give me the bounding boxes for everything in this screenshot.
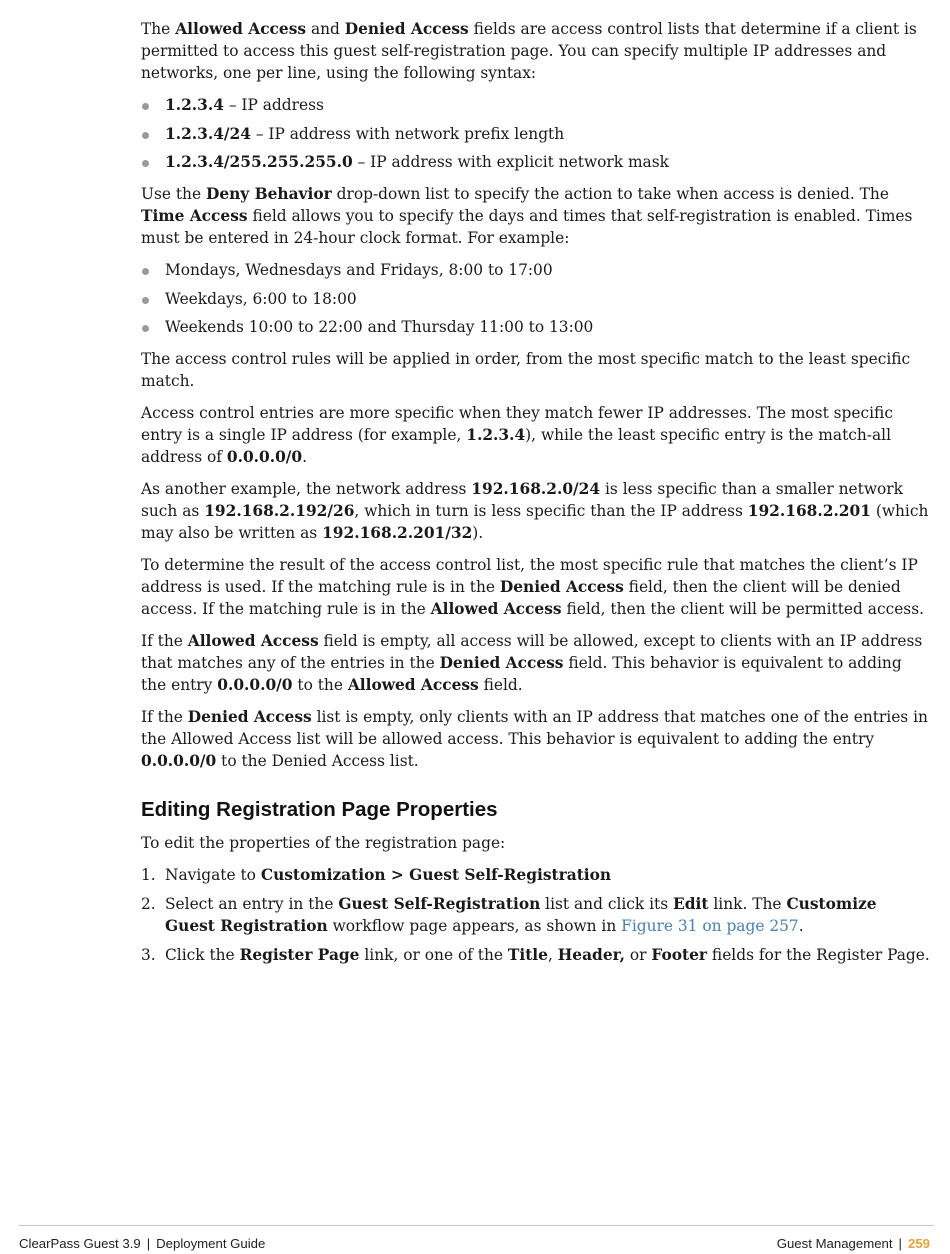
section-intro: To edit the properties of the registration page: (141, 834, 506, 852)
denied-empty-paragraph: If the Denied Access list is empty, only clients with an IP address that matches one of the entries in the Allowed Access list will be allowed access. This behavior is equivalent to adding the entry 0.0.0.0/0 to the Denied Access list. (141, 708, 928, 770)
step-number: 1. (141, 866, 156, 884)
intro-paragraph: The Allowed Access and Denied Access fields are access control lists that determine if a client is permitted to access this guest self-registration page. You can specify multiple IP addresses and networks, one per line, using the following syntax: (141, 20, 917, 82)
syntax-list (141, 94, 931, 173)
time-examples-list (141, 259, 931, 338)
list-item: 1.2.3.4/24 – IP address with network prefix length (141, 123, 931, 145)
footer-left (19, 1236, 265, 1251)
page-body (141, 18, 931, 973)
footer-guide: Deployment Guide (156, 1236, 266, 1251)
footer-separator: | (146, 1236, 151, 1251)
steps-list (141, 864, 931, 966)
footer-right (777, 1236, 930, 1251)
list-item: Mondays, Wednesdays and Fridays, 8:00 to 17:00 (141, 259, 931, 281)
page-number: 259 (907, 1236, 930, 1251)
footer-section: Guest Management (776, 1236, 893, 1251)
footer-separator: | (898, 1236, 902, 1251)
section-heading: Editing Registration Page Properties (141, 798, 498, 821)
list-item: Weekdays, 6:00 to 18:00 (141, 288, 931, 310)
deny-behavior-paragraph: Use the Deny Behavior drop-down list to specify the action to take when access is denied. The Time Access field allows you to specify the days and times that self-registration is enabled. Times must be entered in 24-hour clock format. For example: (141, 185, 913, 247)
step-number: 2. (141, 895, 156, 913)
allowed-empty-paragraph: If the Allowed Access field is empty, all access will be allowed, except to clients with an IP address that matches any of the entries in the Denied Access field. This behavior is equivalent to adding the entry 0.0.0.0/0 to the Allowed Access field. (141, 632, 923, 694)
step-3: 3. Click the Register Page link, or one of the Title, Header, or Footer fields for the Register Page. (141, 946, 930, 964)
list-item: 1.2.3.4 – IP address (141, 94, 931, 116)
order-paragraph: The access control rules will be applied in order, from the most specific match to the least specific match. (141, 350, 911, 390)
figure-31-link[interactable]: Figure 31 on page 257 (621, 917, 799, 935)
list-item: Weekends 10:00 to 22:00 and Thursday 11:00 to 13:00 (141, 316, 931, 338)
footer-divider (19, 1225, 934, 1226)
step-2: 2. Select an entry in the Guest Self-Registration list and click its Edit link. The Customize Guest Registration workflow page appears, as shown in Figure 31 on page 257. (141, 895, 877, 935)
step-number: 3. (141, 946, 156, 964)
specificity-paragraph: Access control entries are more specific when they match fewer IP addresses. The most specific entry is a single IP address (for example, 1.2.3.4), while the least specific entry is the match-all address of 0.0.0.0/0. (141, 404, 893, 466)
example-paragraph: As another example, the network address 192.168.2.0/24 is less specific than a smaller network such as 192.168.2.192/26, which in turn is less specific than the IP address 192.168.2.201 (which may also be written as 192.168.2.201/32). (141, 480, 929, 542)
footer-product: ClearPass Guest 3.9 (19, 1236, 141, 1251)
determine-paragraph: To determine the result of the access control list, the most specific rule that matches the client’s IP address is used. If the matching rule is in the Denied Access field, then the client will be denied access. If the matching rule is in the Allowed Access field, then the client will be permitted access. (141, 556, 924, 618)
step-1: 1. Navigate to Customization > Guest Self-Registration (141, 866, 612, 884)
list-item: 1.2.3.4/255.255.255.0 – IP address with explicit network mask (141, 151, 931, 173)
